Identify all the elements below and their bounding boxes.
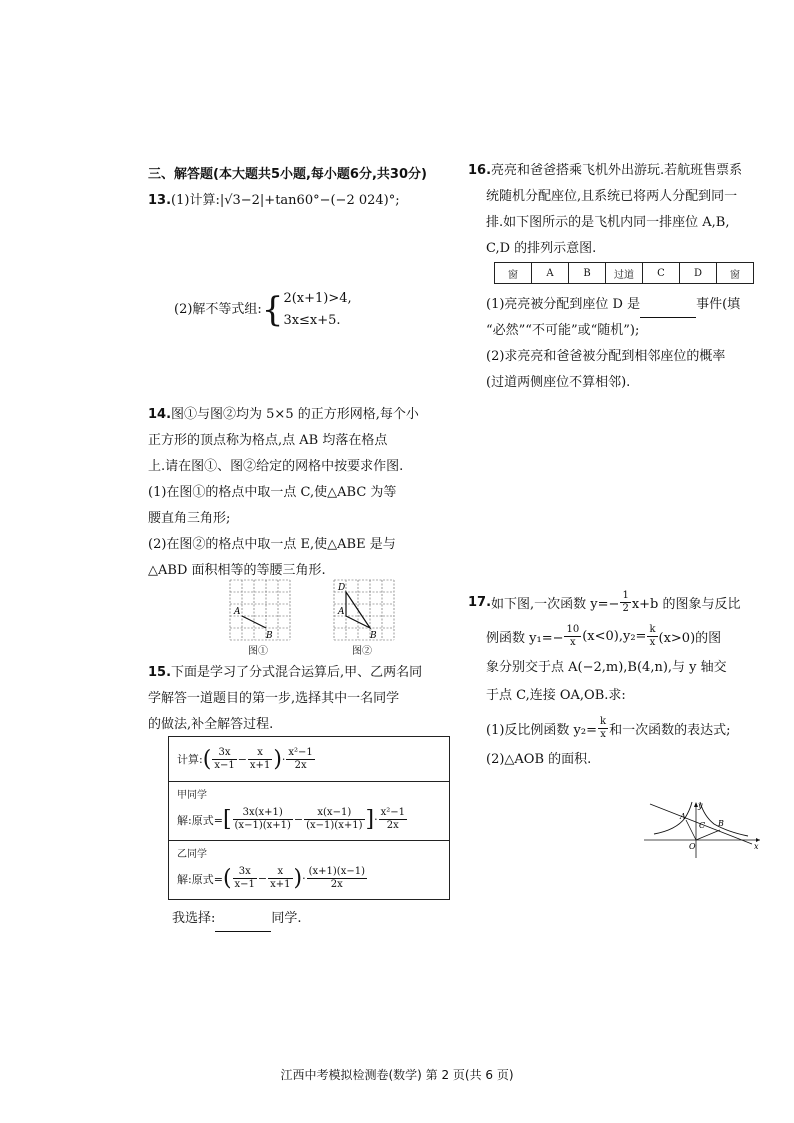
- q17-number: 17.: [468, 594, 492, 610]
- frac-den: x+1: [249, 759, 271, 771]
- fig2-label-a: A: [338, 607, 345, 617]
- q16-p2-a: (2)求亮亮和爸爸被分配到相邻座位的概率: [486, 349, 726, 364]
- page-footer: 江西中考模拟检测卷(数学) 第 2 页(共 6 页): [280, 1068, 514, 1082]
- q15-line-1: 学解答一道题目的第一步,选择其中一名同学: [148, 691, 400, 706]
- q16-text: [468, 158, 768, 262]
- function-graph: [640, 800, 764, 860]
- seat-window-right: 窗: [717, 263, 754, 284]
- q15-choice-blank[interactable]: [215, 917, 271, 932]
- q13-ineq-1: 2(x+1)>4,: [283, 291, 352, 306]
- q15-solution-box: [168, 736, 450, 900]
- frac-num: x: [248, 747, 272, 760]
- q15-line-2: 的做法,补全解答过程.: [148, 717, 274, 732]
- frac-num: k: [600, 715, 607, 727]
- frac-den: 2x: [294, 759, 307, 771]
- fig1-caption: 图①: [248, 646, 268, 657]
- q17-p1-a: (1)反比例函数 y₂=: [486, 722, 597, 738]
- section-heading: 三、解答题(本大题共5小题,每小题6分,共30分): [148, 167, 427, 182]
- frac-den: 2x: [386, 820, 399, 831]
- segment-ob: [696, 830, 720, 840]
- frac-num: k: [649, 623, 656, 635]
- q15-choice-suffix: 同学.: [271, 911, 302, 926]
- frac-num: x²−1: [288, 746, 313, 758]
- frac-den: 2: [622, 602, 629, 614]
- frac-num: 3x: [233, 866, 257, 879]
- frac-den: x: [649, 636, 656, 648]
- seat-a: A: [532, 263, 569, 284]
- q16-line-0: 亮亮和爸爸搭乘飞机外出游玩.若航班售票系: [491, 163, 743, 178]
- q14-number: 14.: [148, 407, 172, 422]
- q17-l2-a: 例函数 y₁=−: [486, 630, 564, 646]
- q15-choice: [172, 906, 302, 932]
- q14-line-5: (2)在图②的格点中取一点 E,使△ABE 是与: [148, 537, 396, 552]
- q16-line-1: 统随机分配座位,且系统已将两人分配到同一: [486, 189, 738, 204]
- frac-den: x: [600, 728, 606, 740]
- q15-text: [148, 660, 448, 738]
- q17-l3: 象分别交于点 A(−2,m),B(4,n),与 y 轴交: [486, 660, 727, 675]
- fig2-label-b: B: [370, 631, 377, 641]
- graph-label-y: y: [698, 801, 703, 810]
- q15-yi-label: 乙同学: [177, 849, 207, 860]
- segment-oa: [686, 820, 696, 840]
- seat-aisle: 过道: [606, 263, 643, 284]
- q14-line-6: △ABD 面积相等的等腰三角形.: [148, 563, 326, 578]
- q16-parts: [486, 292, 786, 396]
- q14-line-1: 正方形的顶点称为格点,点 AB 均落在格点: [148, 433, 388, 448]
- frac-den: x−1: [214, 759, 235, 771]
- q16-number: 16.: [468, 163, 492, 178]
- q16-line-2: 排.如下图所示的是飞机内同一排座位 A,B,: [486, 215, 730, 230]
- frac-num: 1: [622, 589, 629, 601]
- q17-l2-c: (x>0)的图: [658, 630, 722, 646]
- q15-number: 15.: [148, 665, 172, 680]
- q13-p1-label: (1)计算:: [171, 193, 220, 208]
- frac-den: 2x: [330, 879, 343, 890]
- q14-line-2: 上.请在图①、图②给定的网格中按要求作图.: [148, 459, 404, 474]
- q13-p2-label: (2)解不等式组:: [174, 302, 262, 317]
- seat-b: B: [569, 263, 606, 284]
- q15-calc-label: 计算:: [177, 753, 203, 766]
- system-brace: {: [261, 290, 284, 330]
- q14-line-3: (1)在图①的格点中取一点 C,使△ABC 为等: [148, 485, 397, 500]
- fig2-label-d: D: [338, 583, 346, 593]
- q15-yi-prefix: 解:原式=: [177, 872, 223, 886]
- q13-part2: [174, 288, 352, 332]
- q14-text: [148, 402, 448, 584]
- q16-p1-c: “必然”“不可能”或“随机”);: [486, 323, 640, 338]
- q15-calc-row: 计算: ( $\frac{3x}{x-1}$ − $\frac{x}{x+1}$ ) · $\frac{\text{x²−1}}{2x}$: [169, 737, 449, 782]
- q15-choice-prefix: 我选择:: [172, 911, 216, 926]
- q15-jia-prefix: 解:原式=: [177, 813, 223, 827]
- q17-text: [468, 586, 768, 774]
- q17-l1-a: 如下图,一次函数 y=−: [491, 596, 620, 612]
- q16-p1-b: 事件(填: [696, 297, 741, 312]
- seat-diagram: [494, 262, 754, 284]
- q13-number: 13.: [148, 193, 172, 208]
- fig1-label-a: A: [234, 607, 241, 617]
- seat-window-left: 窗: [495, 263, 532, 284]
- frac-num: 10: [566, 623, 580, 635]
- grid-figure-2: [332, 578, 396, 642]
- q17-p1-b: 和一次函数的表达式;: [609, 722, 731, 738]
- frac-num: x: [268, 866, 292, 879]
- graph-label-x: x: [754, 842, 759, 851]
- frac-num: x²−1: [380, 807, 405, 818]
- q13-ineq-2: 3x≤x+5.: [283, 313, 341, 328]
- q17-l1-b: x+b 的图象与反比: [631, 596, 741, 612]
- triangle-abd: [346, 592, 370, 628]
- q16-p1-blank[interactable]: [640, 303, 696, 318]
- q17-p2: (2)△AOB 的面积.: [486, 752, 592, 767]
- q17-l2-b: (x<0),y₂=: [582, 628, 647, 644]
- frac-den: x+1: [270, 879, 291, 890]
- frac-den: x−1: [234, 879, 255, 890]
- q14-line-4: 腰直角三角形;: [148, 511, 231, 526]
- graph-label-c: C: [699, 821, 706, 830]
- seat-d: D: [680, 263, 717, 284]
- frac-den: (x−1)(x+1): [234, 820, 291, 831]
- q15-jia-label: 甲同学: [177, 790, 207, 801]
- frac-num: x(x−1): [304, 807, 364, 820]
- graph-label-b: B: [718, 819, 724, 828]
- grid-figure-1: [228, 578, 292, 642]
- frac-num: 3x: [212, 747, 236, 760]
- fig1-label-b: B: [266, 631, 273, 641]
- graph-label-a: A: [680, 812, 686, 821]
- fig2-caption: 图②: [352, 646, 372, 657]
- frac-num: 3x(x+1): [233, 807, 293, 820]
- q15-line-0: 下面是学习了分式混合运算后,甲、乙两名同: [171, 665, 423, 680]
- frac-den: (x−1)(x+1): [306, 820, 363, 831]
- q17-l4: 于点 C,连接 OA,OB.求:: [486, 688, 626, 703]
- graph-label-o: O: [689, 842, 696, 851]
- seat-c: C: [643, 263, 680, 284]
- frac-den: x: [570, 636, 576, 648]
- frac-num: (x+1)(x−1): [308, 866, 365, 877]
- q15-jia-row: 甲同学 解:原式= [ $\frac{3x(x+1)}{(x-1)(x+1)}$ − $\frac{x(x-1)}{(x-1)(x+1)}$ ] · $\frac{\text{x²−1}}{2x}$: [169, 782, 449, 841]
- hyperbola-y2: [700, 802, 748, 836]
- q13-part1: [148, 188, 400, 214]
- q13-p1-expr: |√3−2|+tan60°−(−2 024)°;: [219, 193, 400, 208]
- q14-line-0: 图①与图②均为 5×5 的正方形网格,每个小: [171, 407, 419, 422]
- q16-p1-a: (1)亮亮被分配到座位 D 是: [486, 297, 641, 312]
- q16-line-3: C,D 的排列示意图.: [486, 241, 597, 256]
- q15-yi-row: 乙同学 解:原式= ( $\frac{3x}{x-1}$ − $\frac{x}{x+1}$ ) · $\frac{(x+1)(x-1)}{2x}$: [169, 841, 449, 899]
- q16-p2-b: (过道两侧座位不算相邻).: [486, 375, 631, 390]
